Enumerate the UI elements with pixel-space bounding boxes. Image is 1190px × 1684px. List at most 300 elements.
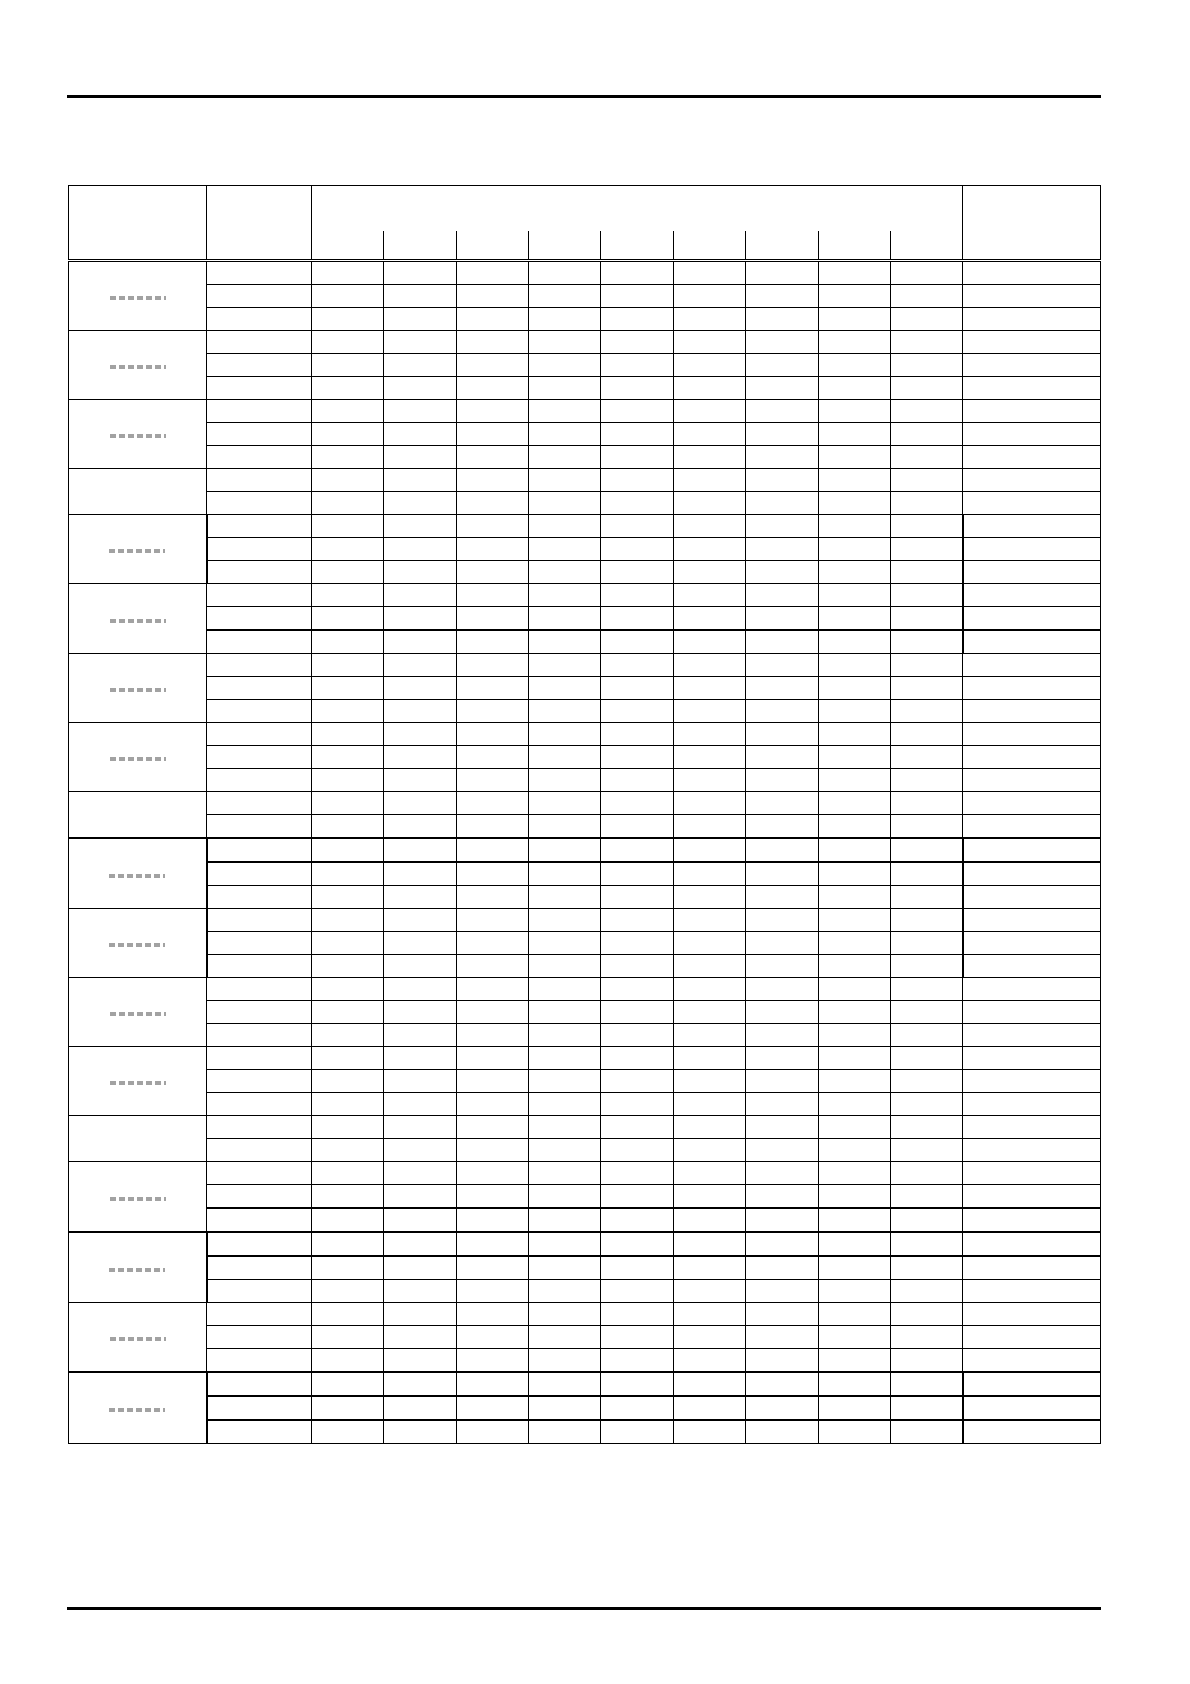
value-cell xyxy=(819,1208,891,1232)
value-cell xyxy=(529,515,601,538)
value-cell xyxy=(384,1280,457,1303)
value-cell xyxy=(746,423,819,446)
value-cell xyxy=(601,1396,674,1420)
value-cell xyxy=(746,331,819,354)
value-cell xyxy=(819,607,891,631)
value-cell xyxy=(529,331,601,354)
value-cell xyxy=(457,886,529,909)
value-cell xyxy=(674,261,746,285)
table-row xyxy=(69,1139,1101,1162)
value-cell xyxy=(746,1420,819,1444)
remarks-cell xyxy=(963,654,1101,677)
item-cell xyxy=(207,584,312,607)
table-row xyxy=(69,1001,1101,1024)
value-cell xyxy=(891,700,963,723)
header-subcell xyxy=(601,231,674,261)
bottom-rule xyxy=(67,1607,1101,1610)
value-cell xyxy=(312,862,384,886)
value-cell xyxy=(746,769,819,792)
remarks-cell xyxy=(963,1303,1101,1326)
value-cell xyxy=(746,446,819,469)
value-cell xyxy=(601,1280,674,1303)
remarks-cell xyxy=(963,1162,1101,1185)
value-cell xyxy=(384,423,457,446)
item-cell xyxy=(207,1303,312,1326)
value-cell xyxy=(529,308,601,331)
value-cell xyxy=(601,630,674,654)
value-cell xyxy=(819,978,891,1001)
value-cell xyxy=(819,1256,891,1280)
value-cell xyxy=(312,723,384,746)
value-cell xyxy=(674,331,746,354)
value-cell xyxy=(891,723,963,746)
value-cell xyxy=(312,469,384,492)
value-cell xyxy=(674,746,746,769)
item-cell xyxy=(207,792,312,815)
value-cell xyxy=(312,584,384,607)
value-cell xyxy=(312,446,384,469)
item-cell xyxy=(207,400,312,423)
value-cell xyxy=(891,308,963,331)
value-cell xyxy=(674,723,746,746)
value-cell xyxy=(746,1256,819,1280)
value-cell xyxy=(601,1326,674,1349)
table-row xyxy=(69,630,1101,654)
group-label-cell xyxy=(69,515,207,584)
table-row xyxy=(69,654,1101,677)
illegible-label-mark xyxy=(110,434,166,438)
value-cell xyxy=(312,1093,384,1116)
value-cell xyxy=(601,1093,674,1116)
value-cell xyxy=(529,261,601,285)
value-cell xyxy=(819,1349,891,1373)
value-cell xyxy=(457,1185,529,1209)
value-cell xyxy=(312,1420,384,1444)
table-row xyxy=(69,261,1101,285)
value-cell xyxy=(601,1001,674,1024)
value-cell xyxy=(819,654,891,677)
value-cell xyxy=(529,607,601,631)
value-cell xyxy=(384,354,457,377)
value-cell xyxy=(891,1256,963,1280)
item-cell xyxy=(207,331,312,354)
illegible-label-mark xyxy=(110,296,166,300)
header-subcell xyxy=(457,231,529,261)
value-cell xyxy=(312,561,384,584)
value-cell xyxy=(819,515,891,538)
illegible-label-mark xyxy=(110,1197,166,1201)
value-cell xyxy=(457,469,529,492)
value-cell xyxy=(891,492,963,515)
data-table xyxy=(68,185,1101,1444)
value-cell xyxy=(674,1420,746,1444)
table-row xyxy=(69,792,1101,815)
value-cell xyxy=(529,538,601,561)
value-cell xyxy=(674,1232,746,1256)
table-row xyxy=(69,1280,1101,1303)
value-cell xyxy=(746,862,819,886)
value-cell xyxy=(457,630,529,654)
value-cell xyxy=(746,1349,819,1373)
value-cell xyxy=(601,1420,674,1444)
value-cell xyxy=(891,955,963,978)
value-cell xyxy=(891,654,963,677)
value-cell xyxy=(384,377,457,400)
item-cell xyxy=(207,1232,312,1256)
value-cell xyxy=(674,1047,746,1070)
value-cell xyxy=(384,1116,457,1139)
value-cell xyxy=(819,561,891,584)
group-label-cell xyxy=(69,469,207,515)
value-cell xyxy=(601,654,674,677)
value-cell xyxy=(891,561,963,584)
value-cell xyxy=(529,1326,601,1349)
value-cell xyxy=(457,746,529,769)
value-cell xyxy=(819,400,891,423)
value-cell xyxy=(746,1326,819,1349)
value-cell xyxy=(674,1349,746,1373)
item-cell xyxy=(207,1396,312,1420)
value-cell xyxy=(819,261,891,285)
value-cell xyxy=(746,1116,819,1139)
value-cell xyxy=(891,862,963,886)
value-cell xyxy=(312,331,384,354)
value-cell xyxy=(819,331,891,354)
value-cell xyxy=(819,538,891,561)
value-cell xyxy=(457,492,529,515)
item-cell xyxy=(207,261,312,285)
remarks-cell xyxy=(963,1093,1101,1116)
value-cell xyxy=(674,308,746,331)
value-cell xyxy=(891,607,963,631)
value-cell xyxy=(457,561,529,584)
value-cell xyxy=(674,769,746,792)
value-cell xyxy=(384,1070,457,1093)
table-row xyxy=(69,1372,1101,1396)
value-cell xyxy=(819,1139,891,1162)
value-cell xyxy=(601,354,674,377)
value-cell xyxy=(601,1208,674,1232)
value-cell xyxy=(819,838,891,862)
item-cell xyxy=(207,630,312,654)
remarks-cell xyxy=(963,1139,1101,1162)
value-cell xyxy=(384,308,457,331)
table-row xyxy=(69,1024,1101,1047)
value-cell xyxy=(384,492,457,515)
value-cell xyxy=(674,1303,746,1326)
table-row xyxy=(69,492,1101,515)
value-cell xyxy=(312,1116,384,1139)
value-cell xyxy=(819,1326,891,1349)
value-cell xyxy=(312,1024,384,1047)
value-cell xyxy=(384,862,457,886)
value-cell xyxy=(674,1185,746,1209)
table-row xyxy=(69,932,1101,955)
value-cell xyxy=(457,446,529,469)
value-cell xyxy=(529,909,601,932)
value-cell xyxy=(312,607,384,631)
remarks-cell xyxy=(963,1349,1101,1373)
value-cell xyxy=(674,1280,746,1303)
value-cell xyxy=(384,955,457,978)
value-cell xyxy=(384,815,457,839)
value-cell xyxy=(746,1185,819,1209)
item-cell xyxy=(207,862,312,886)
value-cell xyxy=(601,1070,674,1093)
value-cell xyxy=(674,932,746,955)
value-cell xyxy=(457,1303,529,1326)
value-cell xyxy=(891,909,963,932)
value-cell xyxy=(529,492,601,515)
value-cell xyxy=(601,446,674,469)
table-row xyxy=(69,354,1101,377)
value-cell xyxy=(746,1070,819,1093)
value-cell xyxy=(746,285,819,308)
value-cell xyxy=(384,607,457,631)
value-cell xyxy=(819,1162,891,1185)
item-cell xyxy=(207,377,312,400)
value-cell xyxy=(746,377,819,400)
value-cell xyxy=(819,492,891,515)
value-cell xyxy=(312,746,384,769)
value-cell xyxy=(891,1047,963,1070)
value-cell xyxy=(601,308,674,331)
value-cell xyxy=(819,1185,891,1209)
value-cell xyxy=(312,492,384,515)
value-cell xyxy=(819,377,891,400)
item-cell xyxy=(207,1185,312,1209)
item-cell xyxy=(207,677,312,700)
item-cell xyxy=(207,469,312,492)
remarks-cell xyxy=(963,1256,1101,1280)
value-cell xyxy=(746,1047,819,1070)
value-cell xyxy=(601,607,674,631)
header-subcell xyxy=(529,231,601,261)
value-cell xyxy=(891,1372,963,1396)
value-cell xyxy=(891,838,963,862)
value-cell xyxy=(529,838,601,862)
group-label-cell xyxy=(69,1162,207,1233)
value-cell xyxy=(457,792,529,815)
value-cell xyxy=(601,838,674,862)
value-cell xyxy=(384,909,457,932)
value-cell xyxy=(529,746,601,769)
value-cell xyxy=(674,700,746,723)
value-cell xyxy=(457,1047,529,1070)
value-cell xyxy=(601,955,674,978)
value-cell xyxy=(891,815,963,839)
value-cell xyxy=(891,1349,963,1373)
value-cell xyxy=(601,978,674,1001)
header-subcell xyxy=(674,231,746,261)
illegible-label-mark xyxy=(110,688,166,692)
illegible-label-mark xyxy=(110,365,166,369)
remarks-cell xyxy=(963,400,1101,423)
value-cell xyxy=(746,261,819,285)
group-label-cell xyxy=(69,909,207,978)
value-cell xyxy=(312,1185,384,1209)
table-row xyxy=(69,838,1101,862)
value-cell xyxy=(601,561,674,584)
value-cell xyxy=(674,515,746,538)
value-cell xyxy=(674,377,746,400)
value-cell xyxy=(529,561,601,584)
value-cell xyxy=(891,677,963,700)
value-cell xyxy=(819,886,891,909)
value-cell xyxy=(819,1024,891,1047)
value-cell xyxy=(746,400,819,423)
value-cell xyxy=(529,1349,601,1373)
remarks-cell xyxy=(963,1372,1101,1396)
value-cell xyxy=(601,1047,674,1070)
value-cell xyxy=(529,1116,601,1139)
value-cell xyxy=(746,978,819,1001)
value-cell xyxy=(819,723,891,746)
value-cell xyxy=(746,886,819,909)
value-cell xyxy=(529,955,601,978)
value-cell xyxy=(312,1001,384,1024)
value-cell xyxy=(312,1139,384,1162)
value-cell xyxy=(819,815,891,839)
value-cell xyxy=(891,354,963,377)
value-cell xyxy=(601,584,674,607)
value-cell xyxy=(384,978,457,1001)
value-cell xyxy=(384,1420,457,1444)
item-cell xyxy=(207,932,312,955)
value-cell xyxy=(674,584,746,607)
value-cell xyxy=(529,446,601,469)
value-cell xyxy=(891,1139,963,1162)
table-row xyxy=(69,862,1101,886)
value-cell xyxy=(674,400,746,423)
value-cell xyxy=(674,423,746,446)
value-cell xyxy=(891,1326,963,1349)
value-cell xyxy=(312,423,384,446)
table-row xyxy=(69,561,1101,584)
value-cell xyxy=(529,769,601,792)
value-cell xyxy=(746,584,819,607)
group-label-cell xyxy=(69,331,207,400)
item-cell xyxy=(207,446,312,469)
value-cell xyxy=(819,746,891,769)
value-cell xyxy=(457,331,529,354)
value-cell xyxy=(819,792,891,815)
value-cell xyxy=(384,932,457,955)
table-row xyxy=(69,978,1101,1001)
remarks-cell xyxy=(963,1001,1101,1024)
value-cell xyxy=(601,723,674,746)
value-cell xyxy=(457,584,529,607)
value-cell xyxy=(457,1139,529,1162)
item-cell xyxy=(207,1162,312,1185)
value-cell xyxy=(601,746,674,769)
value-cell xyxy=(312,909,384,932)
value-cell xyxy=(529,1372,601,1396)
value-cell xyxy=(529,815,601,839)
illegible-label-mark xyxy=(110,1012,166,1016)
value-cell xyxy=(746,1139,819,1162)
value-cell xyxy=(601,423,674,446)
value-cell xyxy=(891,932,963,955)
value-cell xyxy=(457,1208,529,1232)
value-cell xyxy=(601,1116,674,1139)
remarks-cell xyxy=(963,331,1101,354)
header-subcell xyxy=(384,231,457,261)
value-cell xyxy=(529,1047,601,1070)
value-cell xyxy=(891,630,963,654)
value-cell xyxy=(891,1070,963,1093)
value-cell xyxy=(601,1139,674,1162)
value-cell xyxy=(384,1162,457,1185)
value-cell xyxy=(819,909,891,932)
group-label-cell xyxy=(69,261,207,331)
item-cell xyxy=(207,538,312,561)
value-cell xyxy=(746,354,819,377)
value-cell xyxy=(819,1093,891,1116)
header-cell-item xyxy=(207,186,312,261)
item-cell xyxy=(207,769,312,792)
value-cell xyxy=(601,515,674,538)
value-cell xyxy=(457,423,529,446)
value-cell xyxy=(601,400,674,423)
item-cell xyxy=(207,838,312,862)
value-cell xyxy=(529,862,601,886)
table-row xyxy=(69,1232,1101,1256)
value-cell xyxy=(819,630,891,654)
value-cell xyxy=(384,1024,457,1047)
value-cell xyxy=(312,815,384,839)
item-cell xyxy=(207,607,312,631)
item-cell xyxy=(207,423,312,446)
value-cell xyxy=(601,932,674,955)
remarks-cell xyxy=(963,630,1101,654)
group-label-cell xyxy=(69,1372,207,1444)
value-cell xyxy=(529,1232,601,1256)
value-cell xyxy=(601,815,674,839)
value-cell xyxy=(312,400,384,423)
value-cell xyxy=(457,538,529,561)
remarks-cell xyxy=(963,1024,1101,1047)
remarks-cell xyxy=(963,607,1101,631)
value-cell xyxy=(601,1256,674,1280)
value-cell xyxy=(529,469,601,492)
value-cell xyxy=(457,1420,529,1444)
item-cell xyxy=(207,285,312,308)
item-cell xyxy=(207,1208,312,1232)
remarks-cell xyxy=(963,838,1101,862)
group-label-cell xyxy=(69,1303,207,1373)
value-cell xyxy=(312,515,384,538)
value-cell xyxy=(674,815,746,839)
value-cell xyxy=(891,400,963,423)
value-cell xyxy=(674,354,746,377)
value-cell xyxy=(529,723,601,746)
illegible-label-mark xyxy=(110,1337,166,1341)
value-cell xyxy=(384,561,457,584)
remarks-cell xyxy=(963,469,1101,492)
value-cell xyxy=(384,1208,457,1232)
item-cell xyxy=(207,1349,312,1373)
value-cell xyxy=(601,1372,674,1396)
value-cell xyxy=(746,1001,819,1024)
remarks-cell xyxy=(963,723,1101,746)
value-cell xyxy=(457,815,529,839)
value-cell xyxy=(529,584,601,607)
table-row xyxy=(69,1093,1101,1116)
value-cell xyxy=(457,654,529,677)
remarks-cell xyxy=(963,886,1101,909)
value-cell xyxy=(819,285,891,308)
